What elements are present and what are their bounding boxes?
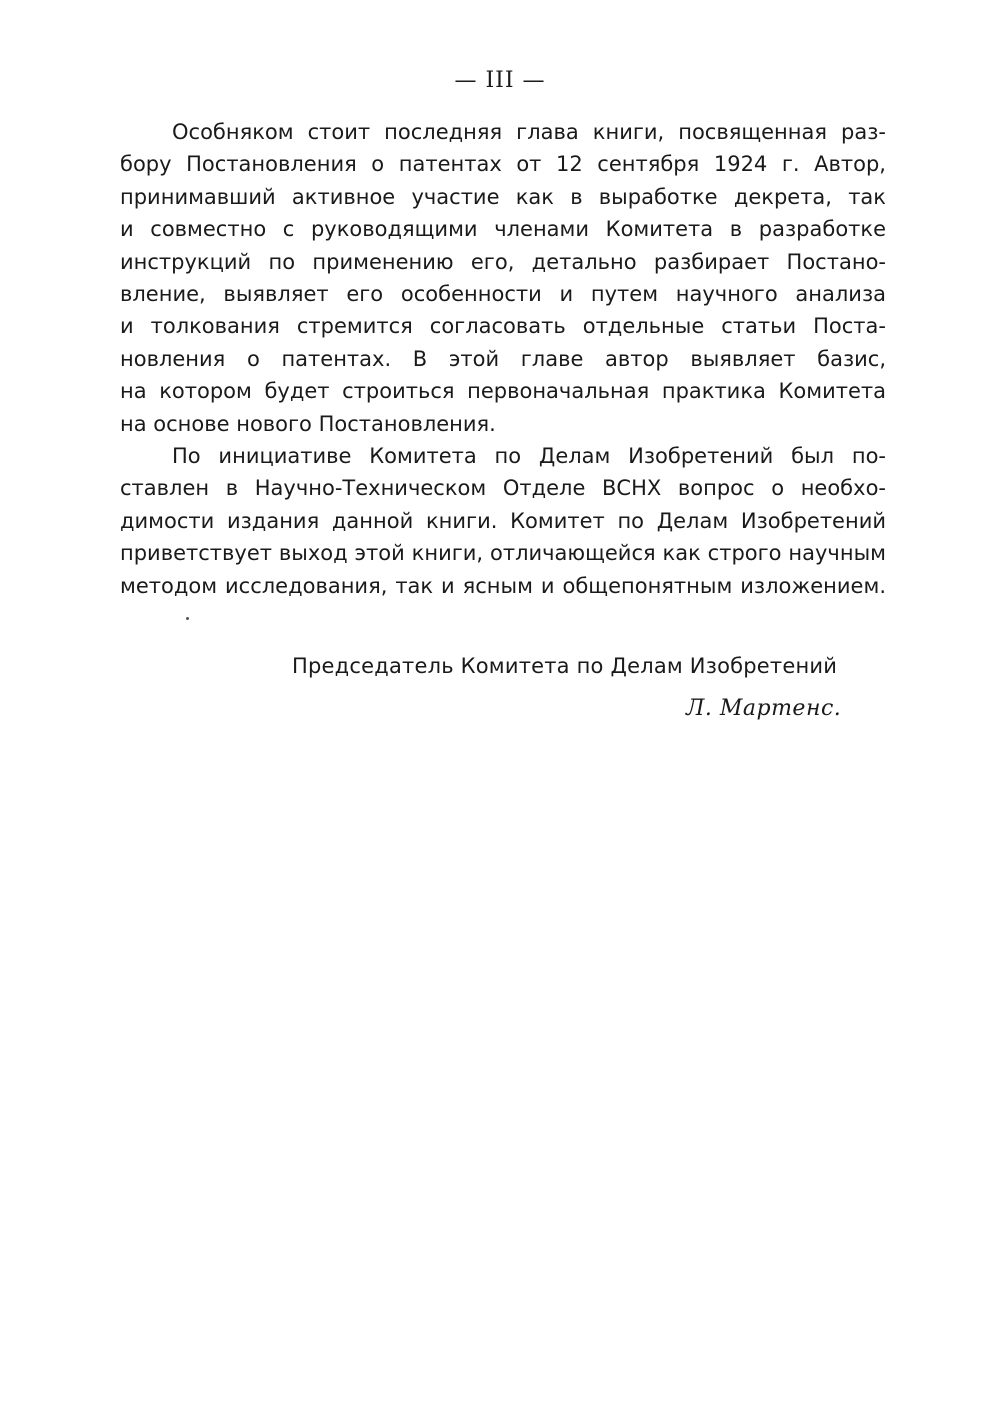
text-line: и совместно с руководящими членами Комитета в разработке [120,217,886,242]
text-line: Особняком стоит последняя глава книги, посвященная раз- [172,120,886,144]
text-line: ставлен в Научно-Техническом Отделе ВСНХ вопрос о необхо- [120,476,886,501]
text-line: принимавший активное участие как в выработке декрета, так [120,184,886,209]
paragraph-1 [120,116,886,440]
text-line: приветствует выход этой книги, отличающейся как строго научным [120,541,886,566]
text-line: По инициативе Комитета по Делам Изобретений был по- [172,444,886,469]
paragraph-2 [120,440,886,602]
text-line: на основе нового Постановления. [120,411,496,436]
signature-name: Л. Мартенс. [686,696,842,721]
text-line: методом исследования, так и ясным и общепонятным изложением. [120,573,886,598]
text-line: бору Постановления о патентах от 12 сентября 1924 г. Автор, [120,152,886,177]
text-line: на котором будет строиться первоначальная практика Комитета [120,379,886,404]
text-line: и толкования стремится согласовать отдельные статьи Поста- [120,314,886,339]
signature-title: Председатель Комитета по Делам Изобретений [292,654,838,678]
text-line: димости издания данной книги. Комитет по Делам Изобретений [120,508,886,533]
page-number: — III — [454,68,546,93]
text-line: вление, выявляет его особенности и путем научного анализа [120,282,886,307]
text-line: новления о патентах. В этой главе автор выявляет базис, [120,346,886,371]
text-line: инструкций по применению его, детально разбирает Постано- [120,249,886,274]
ink-speck [186,617,189,620]
body-text [120,116,886,602]
